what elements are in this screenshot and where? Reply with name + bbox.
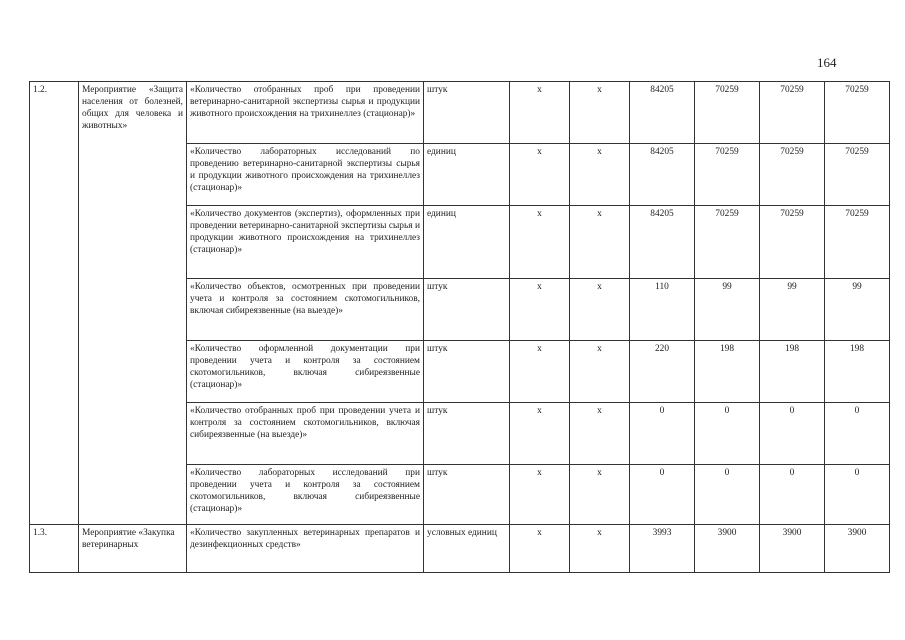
value-col-6: 3900 (825, 525, 890, 573)
unit: штук (424, 465, 510, 525)
value-col-3: 0 (630, 465, 695, 525)
unit: штук (424, 279, 510, 341)
value-col-4: 70259 (695, 206, 760, 279)
indicator-name: «Количество закупленных ветеринарных препаратов и дезинфекционных средств» (187, 525, 424, 573)
value-col-5: 198 (760, 341, 825, 403)
indicator-name: «Количество объектов, осмотренных при проведении учета и контроля за состоянием скотомогильников, включая сибиреязвенные (на выезде)» (187, 279, 424, 341)
value-col-2: х (570, 144, 630, 206)
value-col-6: 70259 (825, 144, 890, 206)
value-col-1: х (510, 403, 570, 465)
value-col-5: 0 (760, 403, 825, 465)
value-col-1: х (510, 144, 570, 206)
event-name: Мероприятие «Закупка ветеринарных (79, 525, 187, 573)
value-col-1: х (510, 279, 570, 341)
value-col-4: 0 (695, 403, 760, 465)
value-col-1: х (510, 341, 570, 403)
value-col-3: 3993 (630, 525, 695, 573)
indicator-name: «Количество оформленной документации при проведении учета и контроля за состоянием скотомогильников, включая сибиреязвенные (стационар)» (187, 341, 424, 403)
unit: штук (424, 341, 510, 403)
indicator-name: «Количество лабораторных исследований при проведении учета и контроля за состоянием скотомогильников, включая сибиреязвенные (стационар)» (187, 465, 424, 525)
indicator-name: «Количество лабораторных исследований по проведению ветеринарно-санитарной экспертизы сырья и продукции животного происхождения на трихинеллез (стационар)» (187, 144, 424, 206)
value-col-2: х (570, 82, 630, 144)
value-col-2: х (570, 525, 630, 573)
value-col-6: 0 (825, 465, 890, 525)
value-col-6: 99 (825, 279, 890, 341)
value-col-6: 70259 (825, 82, 890, 144)
value-col-3: 84205 (630, 82, 695, 144)
value-col-4: 70259 (695, 144, 760, 206)
value-col-4: 3900 (695, 525, 760, 573)
table-row (30, 525, 890, 573)
value-col-5: 70259 (760, 82, 825, 144)
page-number: 164 (817, 55, 837, 70)
value-col-5: 0 (760, 465, 825, 525)
unit: условных единиц (424, 525, 510, 573)
value-col-3: 110 (630, 279, 695, 341)
value-col-5: 99 (760, 279, 825, 341)
row-number: 1.3. (30, 525, 79, 573)
value-col-2: х (570, 279, 630, 341)
value-col-3: 0 (630, 403, 695, 465)
row-number: 1.2. (30, 82, 79, 525)
value-col-2: х (570, 465, 630, 525)
value-col-1: х (510, 465, 570, 525)
value-col-3: 84205 (630, 144, 695, 206)
value-col-3: 220 (630, 341, 695, 403)
unit: штук (424, 403, 510, 465)
value-col-5: 70259 (760, 144, 825, 206)
value-col-4: 198 (695, 341, 760, 403)
unit: единиц (424, 206, 510, 279)
indicator-name: «Количество отобранных проб при проведении ветеринарно-санитарной экспертизы сырья и продукции животного происхождения на трихинеллез (стационар)» (187, 82, 424, 144)
value-col-4: 99 (695, 279, 760, 341)
unit: штук (424, 82, 510, 144)
table-row (30, 82, 890, 144)
value-col-2: х (570, 341, 630, 403)
value-col-5: 3900 (760, 525, 825, 573)
value-col-1: х (510, 82, 570, 144)
value-col-6: 70259 (825, 206, 890, 279)
value-col-6: 0 (825, 403, 890, 465)
event-name: Мероприятие «Защита населения от болезней, общих для человека и животных» (79, 82, 187, 525)
value-col-1: х (510, 525, 570, 573)
value-col-5: 70259 (760, 206, 825, 279)
value-col-4: 70259 (695, 82, 760, 144)
value-col-4: 0 (695, 465, 760, 525)
value-col-2: х (570, 206, 630, 279)
unit: единиц (424, 144, 510, 206)
value-col-1: х (510, 206, 570, 279)
value-col-3: 84205 (630, 206, 695, 279)
indicator-name: «Количество отобранных проб при проведении учета и контроля за состоянием скотомогильников, включая сибиреязвенные (на выезде)» (187, 403, 424, 465)
indicator-name: «Количество документов (экспертиз), оформленных при проведении ветеринарно-санитарной экспертизы сырья и продукции животного происхождения на трихинеллез (стационар)» (187, 206, 424, 279)
value-col-2: х (570, 403, 630, 465)
value-col-6: 198 (825, 341, 890, 403)
indicators-table (29, 81, 890, 573)
